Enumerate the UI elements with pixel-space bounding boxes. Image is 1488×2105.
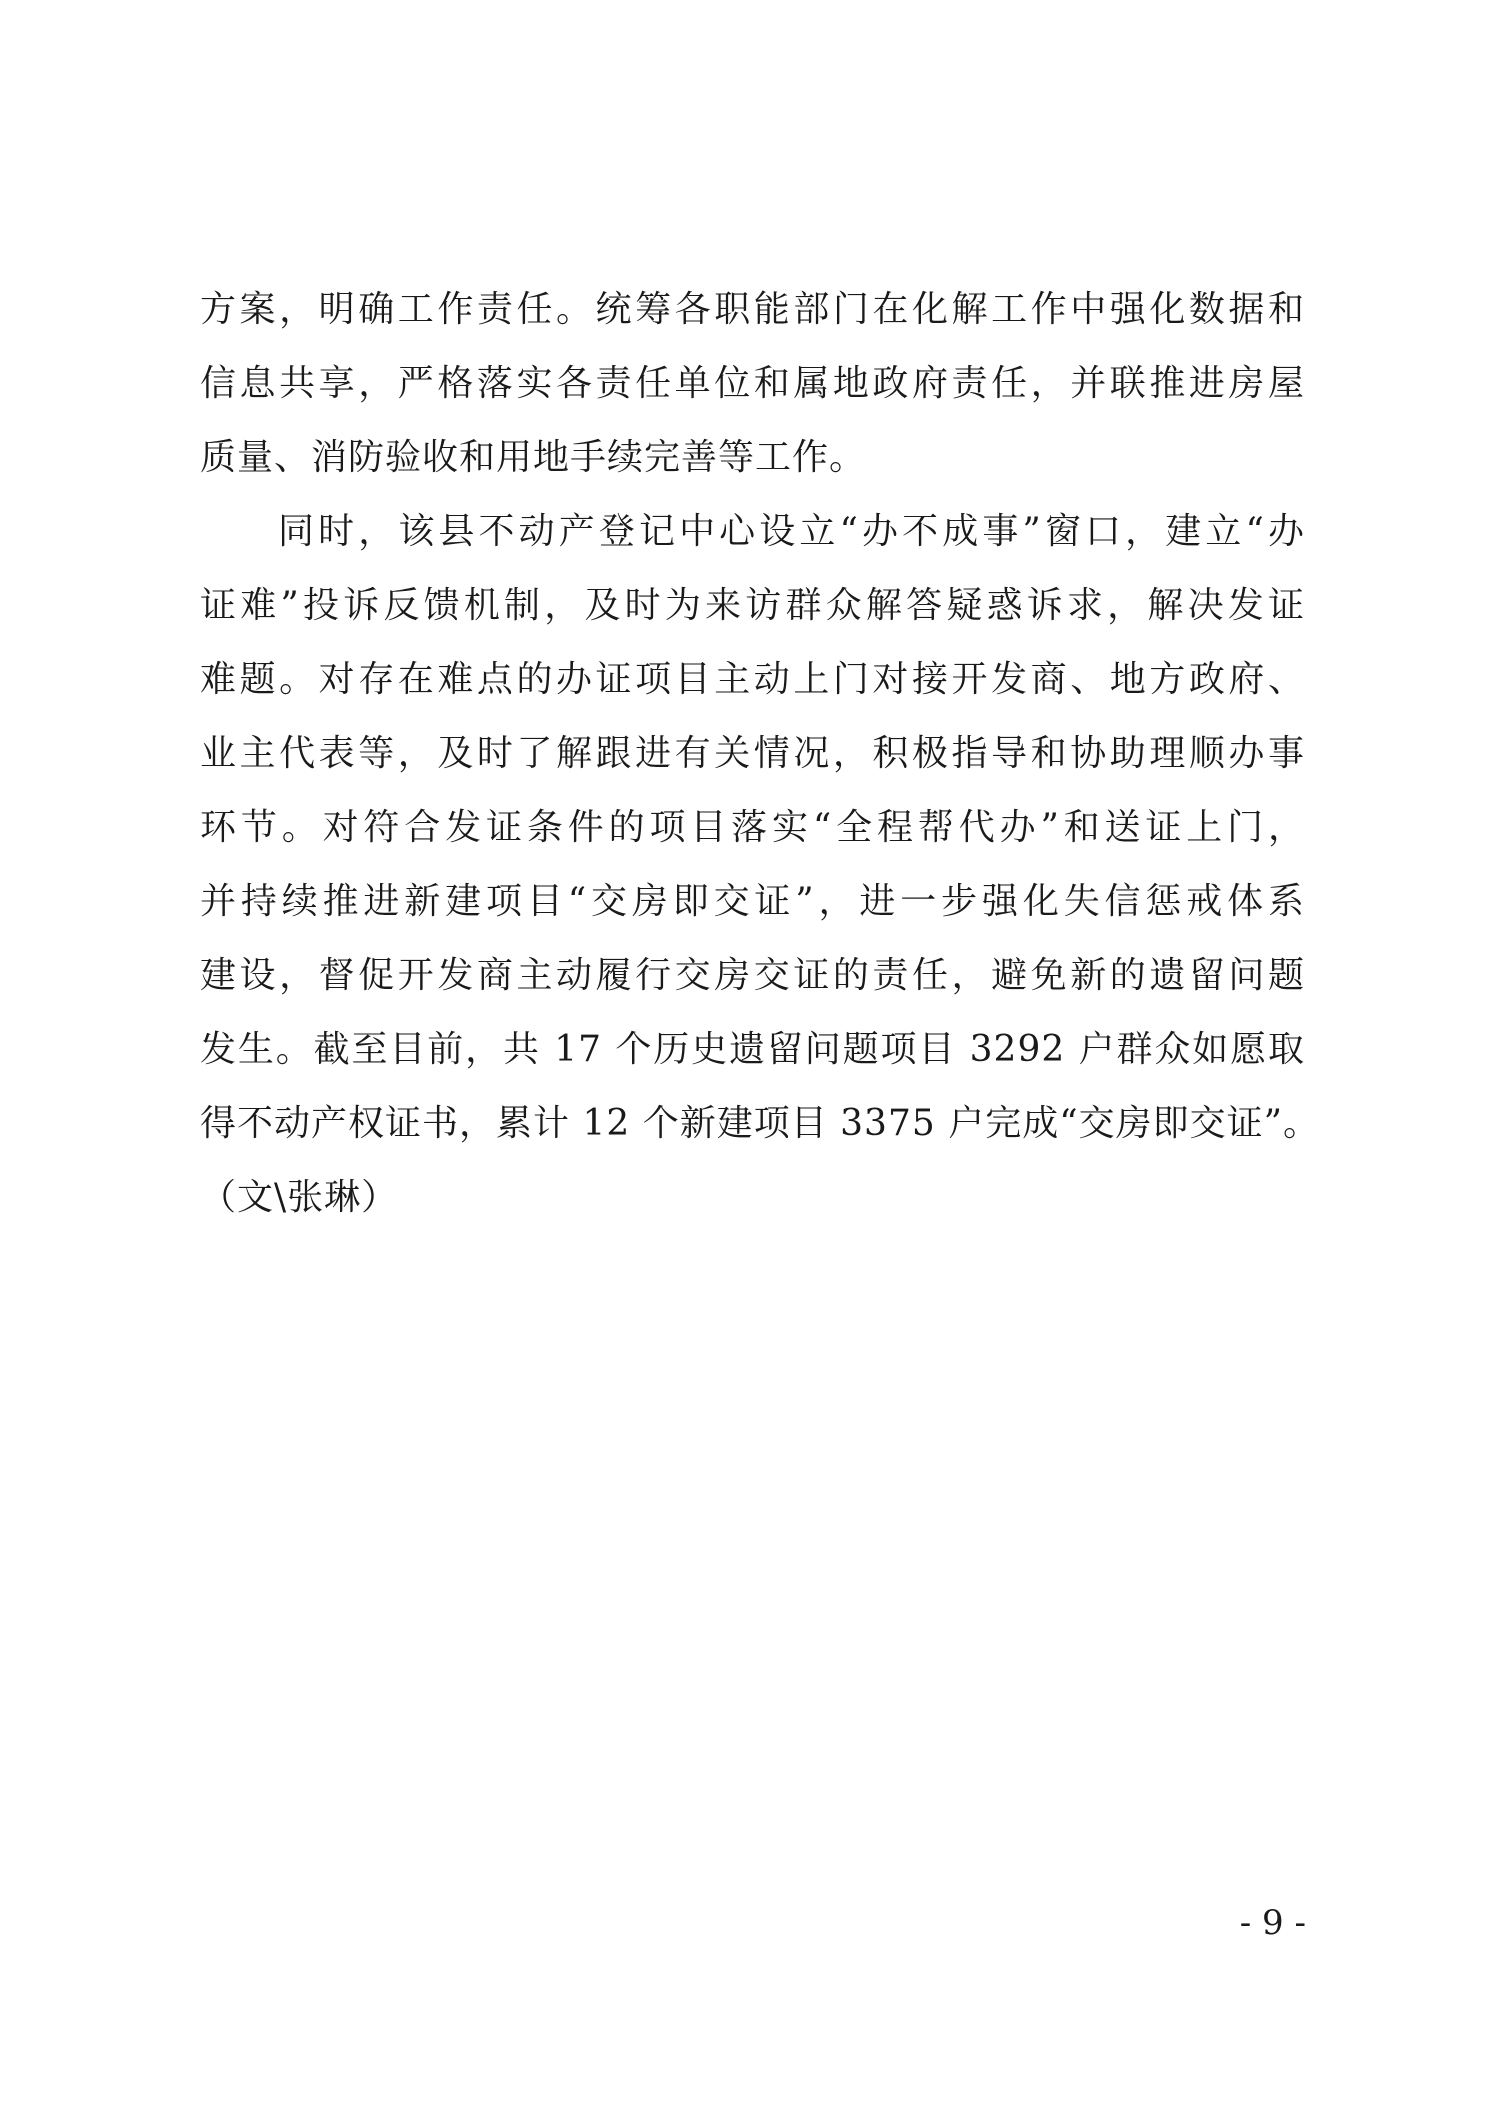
paragraph-2-line-6: 并持续推进新建项目“交房即交证”，进一步强化失信惩戒体系 <box>200 881 1305 922</box>
paragraph-2-line-5: 环节。对符合发证条件的项目落实“全程帮代办”和送证上门， <box>200 807 1305 848</box>
paragraph-2-line-7: 建设，督促开发商主动履行交房交证的责任，避免新的遗留问题 <box>200 955 1305 996</box>
paragraph-2-line-3: 难题。对存在难点的办证项目主动上门对接开发商、地方政府、 <box>200 659 1305 700</box>
paragraph-2-line-9: 得不动产权证书，累计 12 个新建项目 3375 户完成“交房即交证”。 <box>200 1103 1321 1144</box>
paragraph-1-line-1: 方案，明确工作责任。统筹各职能部门在化解工作中强化数据和 <box>200 289 1305 330</box>
paragraph-2-line-2: 证难”投诉反馈机制，及时为来访群众解答疑惑诉求，解决发证 <box>200 585 1305 626</box>
page-number: - 9 - <box>1239 1903 1306 1943</box>
paragraph-1-line-3: 质量、消防验收和用地手续完善等工作。 <box>200 437 867 478</box>
paragraph-1-line-2: 信息共享，严格落实各责任单位和属地政府责任，并联推进房屋 <box>200 363 1305 404</box>
paragraph-2-line-1: 同时，该县不动产登记中心设立“办不成事”窗口，建立“办 <box>278 511 1305 552</box>
paragraph-2-line-4: 业主代表等，及时了解跟进有关情况，积极指导和协助理顺办事 <box>200 733 1305 774</box>
byline: （文\张琳） <box>200 1177 399 1218</box>
paragraph-2-line-8: 发生。截至目前，共 17 个历史遗留问题项目 3292 户群众如愿取 <box>200 1029 1305 1070</box>
